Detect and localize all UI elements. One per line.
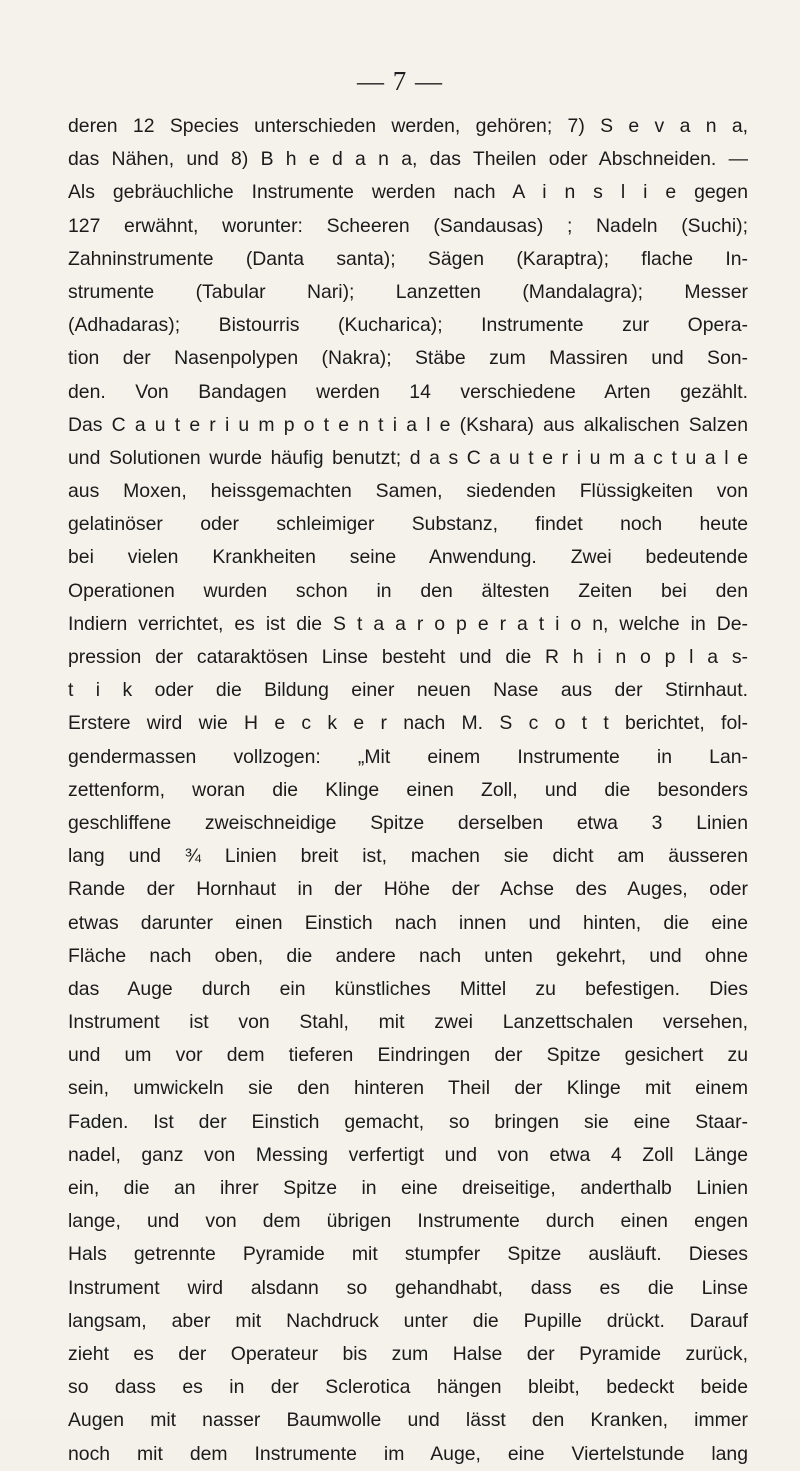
text-line: Erstere wird wie H e c k e r nach M. S c o t t berichtet, fol- [68,712,748,735]
text-line: Faden. Ist der Einstich gemacht, so bringen sie eine Staar- [68,1110,748,1133]
text-line: tion der Nasenpolypen (Nakra); Stäbe zum Massiren und Son- [68,347,748,370]
text-line: Indiern verrichtet, es ist die S t a a r o p e r a t i o n, welche in De- [68,612,748,635]
text-line: Augen mit nasser Baumwolle und lässt den Kranken, immer [68,1409,748,1432]
text-line: Rande der Hornhaut in der Höhe der Achse des Auges, oder [68,878,748,901]
text-line: gendermassen vollzogen: „Mit einem Instrumente in Lan- [68,745,748,768]
text-line: zieht es der Operateur bis zum Halse der Pyramide zurück, [68,1342,748,1365]
text-line: das Auge durch ein künstliches Mittel zu befestigen. Dies [68,977,748,1000]
text-line: 127 erwähnt, worunter: Scheeren (Sandausas) ; Nadeln (Suchi); [68,214,748,237]
text-line: Das C a u t e r i u m p o t e n t i a l e (Kshara) aus alkalischen Salzen [68,413,748,436]
text-line: zettenform, woran die Klinge einen Zoll, und die besonders [68,778,748,801]
text-line: t i k oder die Bildung einer neuen Nase aus der Stirnhaut. [68,679,748,702]
text-line: lange, und von dem übrigen Instrumente durch einen engen [68,1210,748,1233]
text-line: das Nähen, und 8) B h e d a n a, das Theilen oder Abschneiden. — [68,148,748,171]
text-line: Fläche nach oben, die andere nach unten gekehrt, und ohne [68,944,748,967]
body-text [68,110,748,1471]
text-line: strumente (Tabular Nari); Lanzetten (Mandalagra); Messer [68,280,748,303]
text-line: Operationen wurden schon in den ältesten Zeiten bei den [68,579,748,602]
text-line: aus Moxen, heissgemachten Samen, siedenden Flüssigkeiten von [68,480,748,503]
text-line: Instrument wird alsdann so gehandhabt, dass es die Linse [68,1276,748,1299]
text-line: pression der cataraktösen Linse besteht und die R h i n o p l a s- [68,646,748,668]
text-line: lang und ¾ Linien breit ist, machen sie dicht am äusseren [68,845,748,868]
text-line: und um vor dem tieferen Eindringen der Spitze gesichert zu [68,1044,748,1067]
text-line: den. Von Bandagen werden 14 verschiedene Arten gezählt. [68,380,748,403]
text-line: Instrument ist von Stahl, mit zwei Lanzettschalen versehen, [68,1011,748,1034]
text-line: etwas darunter einen Einstich nach innen und hinten, die eine [68,911,748,934]
text-line: bei vielen Krankheiten seine Anwendung. Zwei bedeutende [68,546,748,569]
text-line: und Solutionen wurde häufig benutzt; d a s C a u t e r i u m a c t u a l e [68,446,748,469]
text-line: ein, die an ihrer Spitze in eine dreiseitige, anderthalb Linien [68,1177,748,1199]
text-line: langsam, aber mit Nachdruck unter die Pupille drückt. Darauf [68,1309,748,1332]
text-line: deren 12 Species unterschieden werden, gehören; 7) S e v a n a, [68,115,748,137]
text-line: Als gebräuchliche Instrumente werden nach A i n s l i e gegen [68,181,748,204]
text-line: sein, umwickeln sie den hinteren Theil der Klinge mit einem [68,1077,748,1100]
text-line: (Adhadaras); Bistourris (Kucharica); Instrumente zur Opera- [68,314,748,337]
text-line: Hals getrennte Pyramide mit stumpfer Spitze ausläuft. Dieses [68,1243,748,1266]
text-line: noch mit dem Instrumente im Auge, eine Viertelstunde lang [68,1442,748,1465]
text-line: Zahninstrumente (Danta santa); Sägen (Karaptra); flache In- [68,247,748,270]
text-line: gelatinöser oder schleimiger Substanz, findet noch heute [68,513,748,536]
text-line: nadel, ganz von Messing verfertigt und von etwa 4 Zoll Länge [68,1143,748,1166]
page-number: — 7 — [357,66,443,96]
text-line: geschliffene zweischneidige Spitze derselben etwa 3 Linien [68,811,748,834]
text-line: so dass es in der Sclerotica hängen bleibt, bedeckt beide [68,1376,748,1399]
